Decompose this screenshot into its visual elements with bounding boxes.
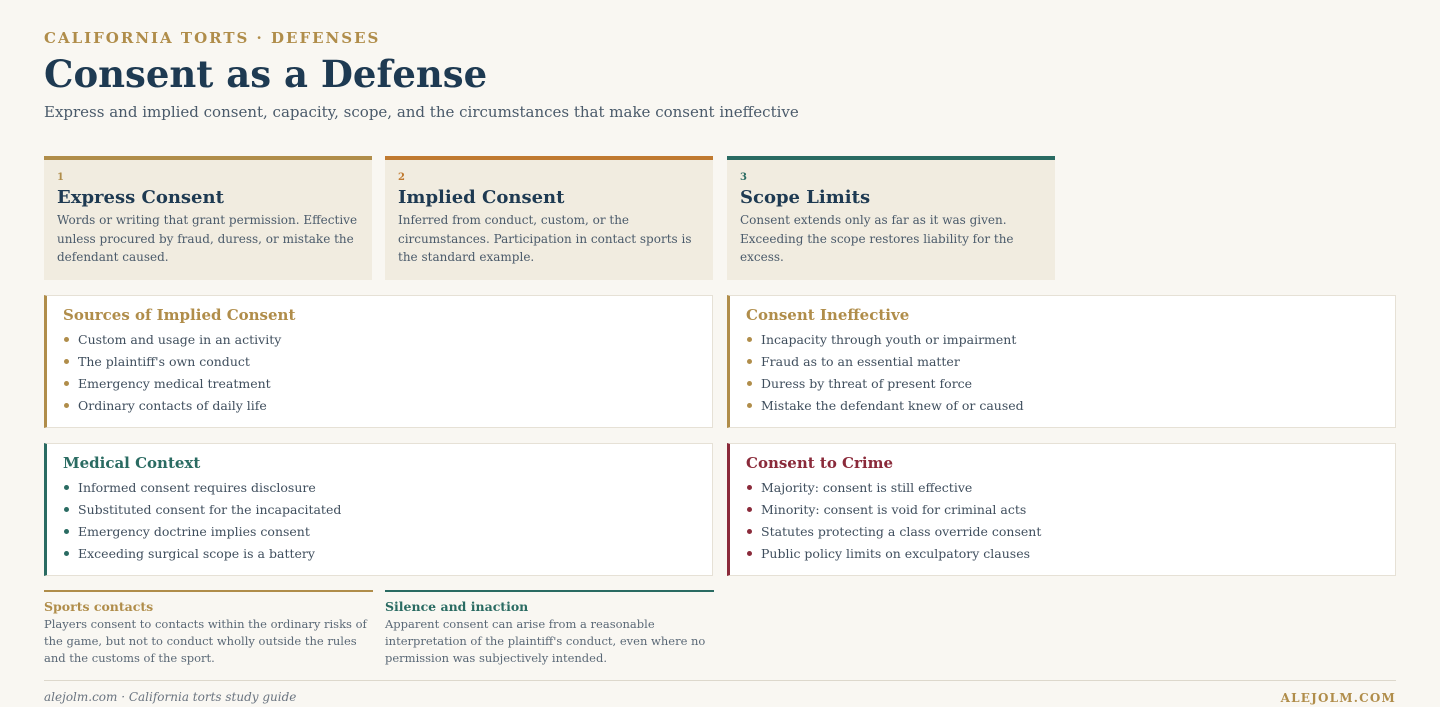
card-text: Inferred from conduct, custom, or the circumstances. Participation in contact sports is the standard example. <box>398 213 692 264</box>
bullet-icon <box>747 485 752 490</box>
list-item: Statutes protecting a class override consent <box>746 521 1379 543</box>
list-item: Emergency doctrine implies consent <box>63 521 696 543</box>
list-item: Public policy limits on exculpatory clauses <box>746 543 1379 565</box>
bullet-icon <box>747 403 752 408</box>
list-item: Incapacity through youth or impairment <box>746 329 1379 351</box>
card-title: Express Consent <box>57 187 224 208</box>
bullet-icon <box>64 337 69 342</box>
list-item: Duress by threat of present force <box>746 373 1379 395</box>
bullet-icon <box>64 359 69 364</box>
card-express-consent <box>44 156 372 280</box>
page-subtitle: Express and implied consent, capacity, scope, and the circumstances that make consent ineffective <box>44 103 799 121</box>
list-item: Emergency medical treatment <box>63 373 696 395</box>
card-text: Words or writing that grant permission. Effective unless procured by fraud, duress, or mistake the defendant caused. <box>57 213 358 264</box>
card-number: 1 <box>57 172 64 183</box>
box-title: Sources of Implied Consent <box>63 306 296 324</box>
eyebrow: CALIFORNIA TORTS · DEFENSES <box>44 29 381 47</box>
bullet-icon <box>64 485 69 490</box>
bullet-icon <box>64 403 69 408</box>
box-title: Consent Ineffective <box>746 306 910 324</box>
note-title: Sports contacts <box>44 599 154 614</box>
list-item: Custom and usage in an activity <box>63 329 696 351</box>
bullet-icon <box>64 529 69 534</box>
card-number: 3 <box>740 172 747 183</box>
footer-site-link[interactable]: ALEJOLM.COM <box>1280 691 1396 705</box>
note-sports-contacts <box>44 590 373 667</box>
bullet-icon <box>747 337 752 342</box>
footer-credit: alejolm.com · California torts study guide <box>44 690 297 704</box>
box-title: Medical Context <box>63 454 201 472</box>
card-title: Scope Limits <box>740 187 871 208</box>
card-number: 2 <box>398 172 405 183</box>
box-sources-of-implied-consent <box>44 295 713 428</box>
bullet-icon <box>64 551 69 556</box>
note-silence-and-inaction <box>385 590 714 667</box>
list-item: Substituted consent for the incapacitated <box>63 499 696 521</box>
list-item: The plaintiff's own conduct <box>63 351 696 373</box>
note-text: Apparent consent can arise from a reasonable interpretation of the plaintiff's conduct, even where no permission was subjectively intended. <box>385 617 706 665</box>
box-consent-to-crime <box>727 443 1396 576</box>
card-scope-limits <box>727 156 1055 280</box>
list-item: Minority: consent is void for criminal acts <box>746 499 1379 521</box>
bullet-icon <box>64 381 69 386</box>
note-text: Players consent to contacts within the ordinary risks of the game, but not to conduct wholly outside the rules and the customs of the sport. <box>44 617 367 665</box>
list-item: Majority: consent is still effective <box>746 477 1379 499</box>
box-consent-ineffective <box>727 295 1396 428</box>
bullet-icon <box>64 507 69 512</box>
card-text: Consent extends only as far as it was given. Exceeding the scope restores liability for the excess. <box>740 213 1014 264</box>
bullet-icon <box>747 529 752 534</box>
card-implied-consent <box>385 156 713 280</box>
note-title: Silence and inaction <box>385 599 529 614</box>
card-title: Implied Consent <box>398 187 565 208</box>
list-item: Exceeding surgical scope is a battery <box>63 543 696 565</box>
bullet-icon <box>747 507 752 512</box>
list-item: Mistake the defendant knew of or caused <box>746 395 1379 417</box>
list-item: Informed consent requires disclosure <box>63 477 696 499</box>
list-item: Ordinary contacts of daily life <box>63 395 696 417</box>
bullet-icon <box>747 359 752 364</box>
footer-divider <box>44 680 1396 681</box>
bullet-icon <box>747 551 752 556</box>
box-medical-context <box>44 443 713 576</box>
bullet-icon <box>747 381 752 386</box>
page-title: Consent as a Defense <box>44 52 488 96</box>
list-item: Fraud as to an essential matter <box>746 351 1379 373</box>
box-title: Consent to Crime <box>746 454 894 472</box>
